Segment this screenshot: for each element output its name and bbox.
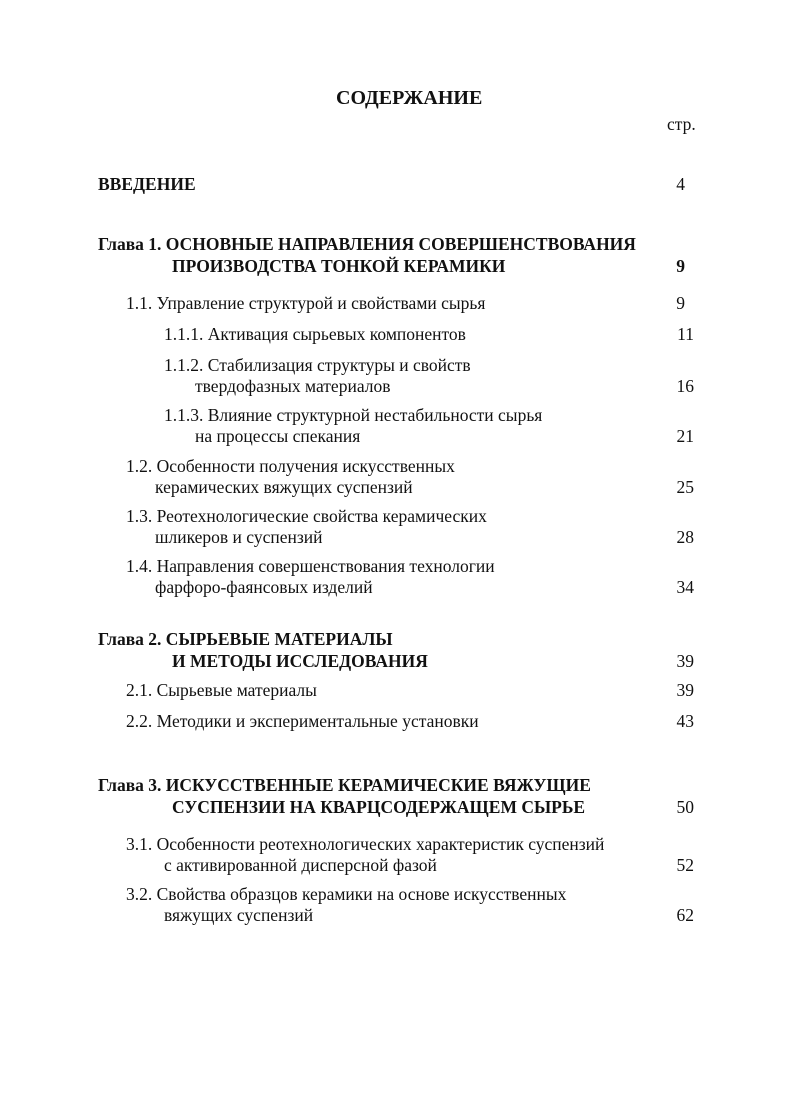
toc-ch1-s13-line1: 1.1.3. Влияние структурной нестабильности сырья [164,405,543,425]
toc-ch2-title-line2: И МЕТОДЫ ИССЛЕДОВАНИЯ [172,651,428,671]
toc-ch3-s2-line1: 3.2. Свойства образцов керамики на основе искусственных [126,884,567,904]
toc-ch3-s1-page: 52 [676,855,694,875]
toc-intro-page: 4 [676,174,685,194]
toc-ch1-s2-line2: керамических вяжущих суспензий [155,477,413,497]
toc-ch1-s3-line1: 1.3. Реотехнологические свойства керамических [126,506,487,526]
toc-ch3-s2-line2: вяжущих суспензий [164,905,314,925]
toc-ch1-s13-line2: на процессы спекания [195,426,361,446]
page-column-label: стр. [667,114,696,134]
toc-ch1-s13-page: 21 [676,426,694,446]
toc-ch3-page: 50 [676,797,694,817]
toc-ch1-title-line2: ПРОИЗВОДСТВА ТОНКОЙ КЕРАМИКИ [172,256,506,276]
toc-ch1-s3-line2: шликеров и суспензий [155,527,323,547]
toc-ch1-s11-page: 11 [677,324,694,344]
page-title: СОДЕРЖАНИЕ [336,87,483,109]
toc-ch3-s2-page: 62 [676,905,694,925]
toc-ch3-title-line1: Глава 3. ИСКУССТВЕННЫЕ КЕРАМИЧЕСКИЕ ВЯЖУЩИЕ [98,775,591,795]
toc-ch1-s4-line1: 1.4. Направления совершенствования технологии [126,556,495,576]
toc-ch2-title-line1: Глава 2. СЫРЬЕВЫЕ МАТЕРИАЛЫ [98,629,393,649]
toc-ch2-s1-label: 2.1. Сырьевые материалы [126,680,317,700]
toc-ch2-s1-page: 39 [676,680,694,700]
toc-ch2-page: 39 [676,651,694,671]
toc-ch1-s2-line1: 1.2. Особенности получения искусственных [126,456,455,476]
toc-ch3-s1-line2: с активированной дисперсной фазой [164,855,437,875]
toc-ch1-title-line1: Глава 1. ОСНОВНЫЕ НАПРАВЛЕНИЯ СОВЕРШЕНСТВОВАНИЯ [98,234,636,254]
toc-ch1-s4-line2: фарфоро-фаянсовых изделий [155,577,373,597]
toc-ch1-s12-page: 16 [676,376,694,396]
toc-ch1-s1-page: 9 [676,293,685,313]
toc-ch3-title-line2: СУСПЕНЗИИ НА КВАРЦСОДЕРЖАЩЕМ СЫРЬЕ [172,797,586,817]
toc-ch1-s1-label: 1.1. Управление структурой и свойствами сырья [126,293,486,313]
toc-ch3-s1-line1: 3.1. Особенности реотехнологических характеристик суспензий [126,834,605,854]
toc-ch1-s4-page: 34 [676,577,694,597]
toc-ch1-s11-label: 1.1.1. Активация сырьевых компонентов [164,324,466,344]
toc-ch1-s3-page: 28 [676,527,694,547]
toc-ch1-s2-page: 25 [676,477,694,497]
toc-ch1-page: 9 [676,256,685,276]
toc-ch1-s12-line1: 1.1.2. Стабилизация структуры и свойств [164,355,471,375]
toc-intro-label: ВВЕДЕНИЕ [98,174,196,194]
toc-ch2-s2-label: 2.2. Методики и экспериментальные установки [126,711,479,731]
toc-ch2-s2-page: 43 [676,711,694,731]
toc-ch1-s12-line2: твердофазных материалов [195,376,391,396]
